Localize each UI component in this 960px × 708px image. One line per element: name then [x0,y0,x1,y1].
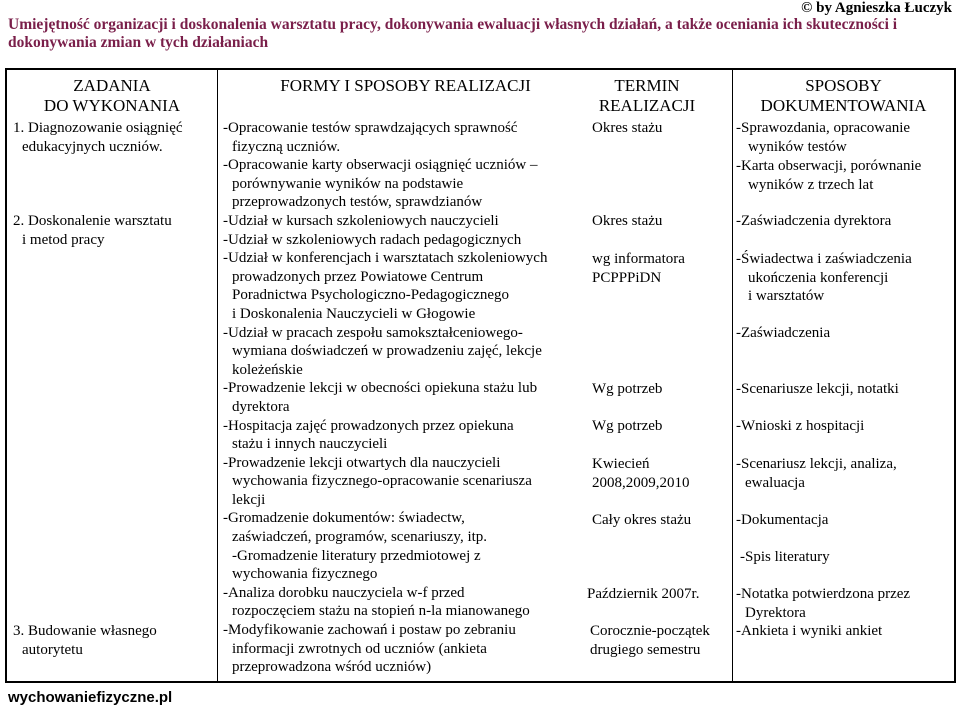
header-line: DO WYKONANIA [43,96,181,115]
header-line: REALIZACJI [598,96,696,115]
doc-line: ukończenia konferencji [748,269,889,286]
form-line: przeprowadzonych testów, sprawdzianów [232,194,483,211]
doc-line: -Dokumentacja [736,512,829,528]
task-2 [13,212,172,249]
term-line: drugiego semestru [590,641,701,658]
doc-1 [736,119,910,156]
doc-7 [736,417,864,436]
doc-4 [736,250,912,306]
doc-11 [736,585,910,622]
term-line: Okres stażu [592,120,663,136]
form-line: -Modyfikowanie zachowań i postaw po zebraniu [223,622,516,639]
doc-5 [736,324,830,343]
term-2 [592,212,662,231]
form-line: -Gromadzenie dokumentów: świadectw, [223,510,465,527]
forms-list [223,119,547,677]
doc-2 [736,157,921,194]
task-line: i metod pracy [22,231,105,248]
doc-line: -Ankieta i wyniki ankiet [736,623,883,639]
form-line: wymiana doświadczeń w prowadzeniu zajęć, lekcje [232,343,542,360]
term-3 [592,250,685,287]
doc-line: -Scenariusze lekcji, notatki [736,381,899,397]
doc-line: -Scenariusz lekcji, analiza, [736,456,897,472]
form-line: -Gromadzenie literatury przedmiotowej z [232,547,481,564]
form-line: Poradnictwa Psychologiczno-Pedagogicznego [232,287,510,304]
form-line: zaświadczeń, programów, scenariuszy, itp. [232,529,488,546]
term-line: Kwiecień [592,456,650,472]
doc-line: wyników testów [748,138,847,155]
form-line: -Udział w kursach szkoleniowych nauczycieli [223,212,499,229]
task-1 [13,119,183,156]
copyright: © by Agnieszka Łuczyk [801,0,952,16]
task-line: 3. Budowanie własnego [13,623,157,639]
term-line: PCPPPiDN [592,269,662,286]
task-line: 1. Diagnozowanie osiągnięć [13,120,183,136]
form-line: -Udział w konferencjach i warsztatach szkoleniowych [223,250,548,267]
footer-site: wychowaniefizyczne.pl [8,689,173,706]
doc-line: Dyrektora [745,604,806,621]
term-9 [590,622,710,659]
doc-12 [736,622,882,641]
header-line: ZADANIA [73,76,151,95]
header-line: SPOSOBY [805,76,882,95]
term-line: Okres stażu [592,213,663,229]
term-4 [592,380,662,399]
task-line: autorytetu [22,641,83,658]
doc-line: -Zaświadczenia dyrektora [736,213,892,229]
form-line: wychowania fizycznego-opracowanie scenariusza [232,473,532,490]
form-line: stażu i innych nauczycieli [232,436,388,453]
form-line: -Opracowanie testów sprawdzających sprawność [223,120,518,136]
doc-line: i warsztatów [748,288,825,305]
header-sposoby [733,76,954,116]
column-divider [217,70,218,681]
form-line: -Udział w szkoleniowych radach pedagogicznych [223,231,522,248]
doc-line: -Sprawozdania, opracowanie [736,120,911,136]
form-line: lekcji [232,491,266,508]
term-7 [592,511,691,530]
doc-line: -Świadectwa i zaświadczenia [736,251,912,267]
term-line: Wg potrzeb [592,381,663,397]
term-6 [592,455,690,492]
doc-8 [736,455,897,492]
form-line: prowadzonych przez Powiatowe Centrum [232,268,484,285]
form-line: i Doskonalenia Nauczycieli w Głogowie [232,305,476,322]
form-line: wychowania fizycznego [232,566,378,583]
term-5 [592,417,662,436]
task-line: edukacyjnych uczniów. [22,138,163,155]
term-1 [592,119,662,138]
term-8 [587,585,699,604]
header-line: DOKUMENTOWANIA [760,96,927,115]
header-formy [218,76,593,96]
header-line: FORMY I SPOSOBY REALIZACJI [280,76,531,95]
doc-3 [736,212,891,231]
doc-line: -Spis literatury [740,549,830,565]
task-line: 2. Doskonalenie warsztatu [13,213,172,229]
term-line: Wg potrzeb [592,418,663,434]
form-line: fizyczną uczniów. [232,138,341,155]
form-line: -Opracowanie karty obserwacji osiągnięć uczniów – [223,157,538,174]
doc-line: -Karta obserwacji, porównanie [736,158,922,174]
form-line: -Prowadzenie lekcji w obecności opiekuna stażu lub [223,380,538,397]
form-line: koleżeńskie [232,361,303,378]
plan-table [5,68,956,683]
doc-line: wyników z trzech lat [748,176,874,193]
doc-6 [736,380,899,399]
term-line: Corocznie-początek [590,623,710,639]
form-line: -Udział w pracach zespołu samokształceniowego- [223,324,523,341]
form-line: rozpoczęciem stażu na stopień n-la mianowanego [232,603,530,620]
page-title: Umiejętność organizacji i doskonalenia warsztatu pracy, dokonywania ewaluacji własnych działań, a także oceniania ich skuteczności i dokonywania zmian w tych działaniach [8,16,898,51]
doc-line: -Zaświadczenia [736,325,831,341]
term-line: wg informatora [592,251,685,267]
form-line: przeprowadzona wśród uczniów) [232,659,432,676]
column-divider [732,70,733,681]
header-zadania [7,76,217,116]
header-line: TERMIN [614,76,680,95]
form-line: -Hospitacja zajęć prowadzonych przez opiekuna [223,417,514,434]
doc-line: -Wnioski z hospitacji [736,418,865,434]
header-termin [567,76,727,116]
form-line: -Prowadzenie lekcji otwartych dla nauczycieli [223,454,501,471]
doc-line: -Notatka potwierdzona przez [736,586,911,602]
task-3 [13,622,157,659]
term-line: Cały okres stażu [592,512,692,528]
doc-10 [736,548,830,567]
doc-9 [736,511,828,530]
form-line: porównywanie wyników na podstawie [232,175,464,192]
term-line: 2008,2009,2010 [592,474,690,491]
term-line: Październik 2007r. [587,586,700,602]
doc-line: ewaluacja [745,474,805,491]
form-line: informacji zwrotnych od uczniów (ankieta [232,640,487,657]
form-line: -Analiza dorobku nauczyciela w-f przed [223,584,465,601]
form-line: dyrektora [232,398,290,415]
